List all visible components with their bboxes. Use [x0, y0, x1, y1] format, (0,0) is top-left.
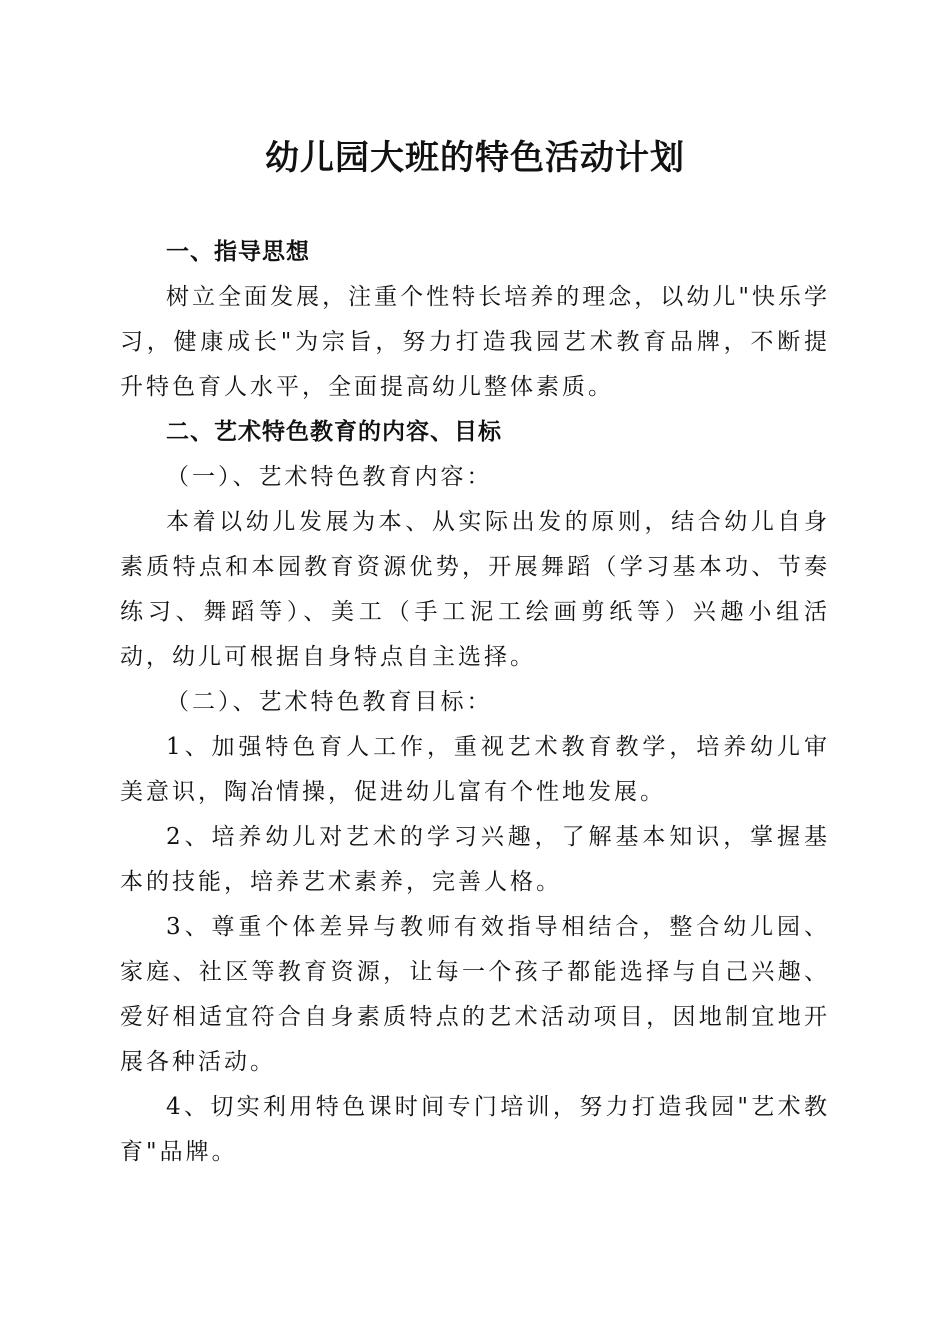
goal-item-4: 4、切实利用特色课时间专门培训，努力打造我园"艺术教育"品牌。 — [120, 1094, 830, 1165]
paragraph-guiding-ideology: 树立全面发展，注重个性特长培养的理念，以幼儿"快乐学习，健康成长"为宗旨，努力打造我园艺术教育品牌，不断提升特色育人水平，全面提高幼儿整体素质。 — [120, 284, 830, 400]
goal-item-2: 2、培养幼儿对艺术的学习兴趣，了解基本知识，掌握基本的技能，培养艺术素养，完善人格。 — [120, 824, 830, 895]
section-heading-art-education: 二、艺术特色教育的内容、目标 — [166, 419, 502, 445]
subheading-education-goals: （二）、艺术特色教育目标： — [166, 689, 493, 715]
document-title: 幼儿园大班的特色活动计划 — [265, 138, 685, 178]
goal-item-3: 3、尊重个体差异与教师有效指导相结合，整合幼儿园、家庭、社区等教育资源，让每一个孩子都能选择与自己兴趣、爱好相适宜符合自身素质特点的艺术活动项目，因地制宜地开展各种活动。 — [120, 914, 830, 1075]
paragraph-education-content: 本着以幼儿发展为本、从实际出发的原则，结合幼儿自身素质特点和本园教育资源优势，开展舞蹈（学习基本功、节奏练习、舞蹈等）、美工（手工泥工绘画剪纸等）兴趣小组活动，幼儿可根据自身特点自主选择。 — [120, 509, 830, 670]
document-body — [120, 230, 830, 1175]
section-heading-guiding-ideology: 一、指导思想 — [166, 239, 310, 265]
goal-item-1: 1、加强特色育人工作，重视艺术教育教学，培养幼儿审美意识，陶冶情操，促进幼儿富有个性地发展。 — [120, 734, 830, 805]
subheading-education-content: （一）、艺术特色教育内容： — [166, 464, 493, 490]
